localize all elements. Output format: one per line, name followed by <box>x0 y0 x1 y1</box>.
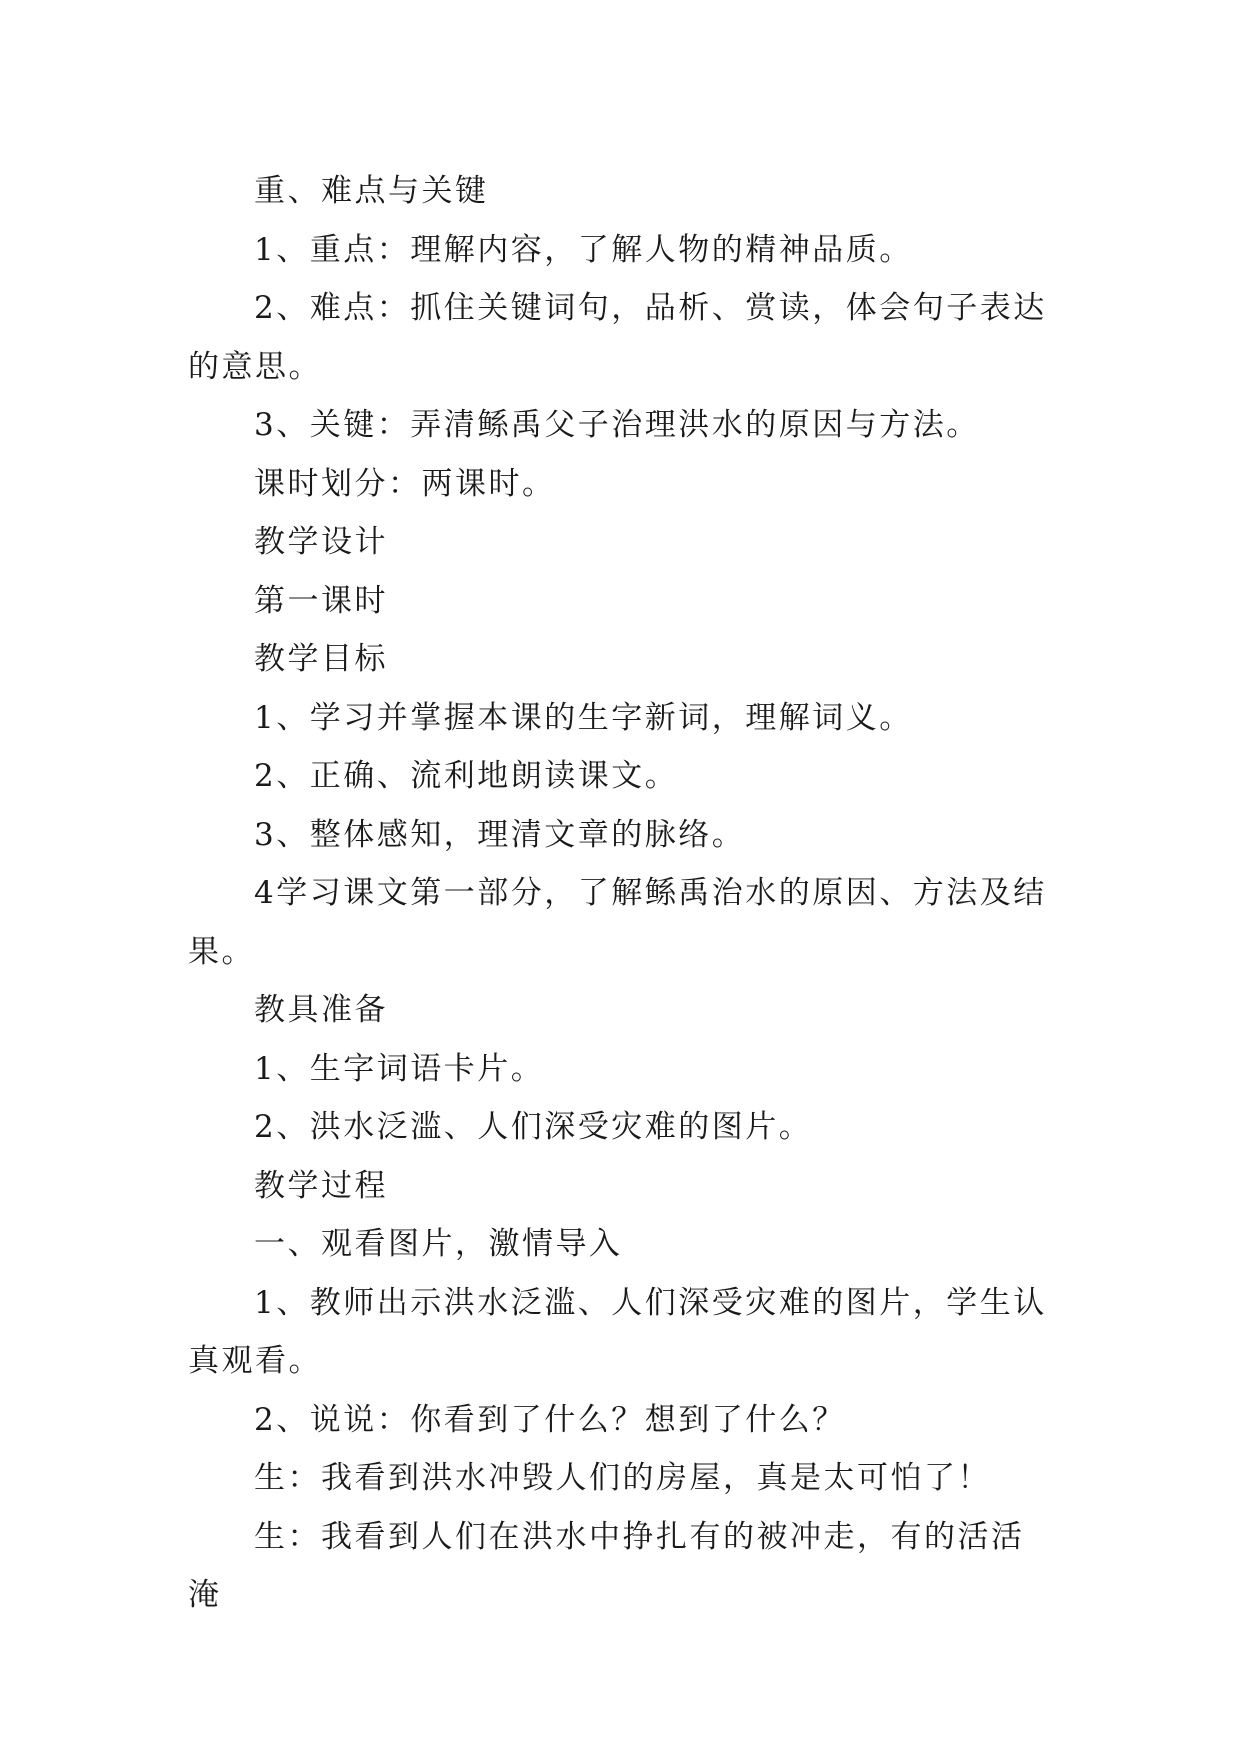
aid-item-2: 2、洪水泛滥、人们深受灾难的图片。 <box>254 1109 813 1145</box>
section-heading-teaching-process: 教学过程 <box>254 1167 388 1204</box>
process-step-heading-1: 一、观看图片，激情导入 <box>254 1226 623 1262</box>
process-item-1: 1、教师出示洪水泛滥、人们深受灾难的图片，学生认真观看。 <box>188 1284 1047 1379</box>
goal-item-2: 2、正确、流利地朗读课文。 <box>254 758 679 794</box>
goal-item-4: 4学习课文第一部分，了解鲧禹治水的原因、方法及结果。 <box>188 875 1047 970</box>
section-heading-teaching-goals: 教学目标 <box>254 641 388 677</box>
paragraph-focus: 1、重点：理解内容，了解人物的精神品质。 <box>254 231 913 268</box>
goal-item-1: 1、学习并掌握本课的生字新词，理解词义。 <box>254 699 913 736</box>
section-heading-first-lesson: 第一课时 <box>254 582 388 619</box>
process-item-2: 2、说说：你看到了什么？想到了什么？ <box>254 1401 846 1438</box>
paragraph-key: 3、关键：弄清鲧禹父子治理洪水的原因与方法。 <box>254 407 980 443</box>
goal-item-3: 3、整体感知，理清文章的脉络。 <box>254 816 746 853</box>
section-heading-teaching-design: 教学设计 <box>254 524 388 560</box>
student-response-1: 生：我看到洪水冲毁人们的房屋，真是太可怕了！ <box>254 1460 991 1496</box>
document-body <box>188 162 1056 1625</box>
section-heading-teaching-aids: 教具准备 <box>254 992 388 1028</box>
student-response-2: 生：我看到人们在洪水中挣扎有的被冲走，有的活活淹 <box>188 1518 1025 1613</box>
section-heading-key-points: 重、难点与关键 <box>254 173 489 209</box>
aid-item-1: 1、生字词语卡片。 <box>254 1050 545 1087</box>
paragraph-lesson-division: 课时划分：两课时。 <box>254 465 556 502</box>
paragraph-difficulty: 2、难点：抓住关键词句，品析、赏读，体会句子表达的意思。 <box>188 290 1047 385</box>
